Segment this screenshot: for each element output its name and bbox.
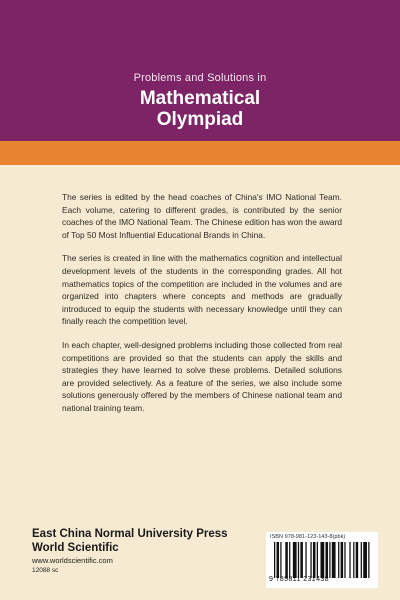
barcode-digits: 9 789811 231438: [269, 576, 329, 583]
book-title: [0, 88, 400, 130]
publisher-url: www.worldscientific.com: [32, 556, 113, 565]
barcode-bars: [274, 542, 372, 578]
publisher-block: [32, 527, 228, 576]
publisher-name-1: East China Normal University Press: [32, 528, 228, 540]
isbn-barcode: [266, 532, 378, 588]
isbn-label: ISBN 978-981-123-143-8(pbk): [270, 534, 346, 540]
publisher-name-2: World Scientific: [32, 542, 119, 554]
orange-stripe: [0, 141, 400, 165]
blurb: [62, 191, 342, 426]
blurb-paragraph-3: In each chapter, well-designed problems including those collected from real competitions are provided so that the students can apply the skills and strategies they have learned to solve these problems. Detailed solutions are provided selectively. As a feature of the series, we also include some solutions generously offered by the members of Chinese national team and national training team.: [62, 339, 342, 413]
title-line-2: Olympiad: [156, 109, 244, 130]
series-line: Problems and Solutions in: [133, 72, 267, 84]
blurb-paragraph-2: The series is created in line with the mathematics cognition and intellectual development levels of the students in the corresponding grades. All hot mathematics topics of the competition are included in the volumes and are organized into chapters where concepts and methods are gradually introduced to equip the students with necessary knowledge until they can finally reach the competition level.: [62, 253, 342, 327]
product-code: 12088 sc: [32, 567, 59, 574]
title-line-1: Mathematical: [139, 88, 261, 109]
blurb-paragraph-1: The series is edited by the head coaches of China's IMO National Team. Each volume, catering to different grades, is contributed by the senior coaches of the IMO National Team. The Chinese edition has won the award of Top 50 Most Influential Educational Brands in China.: [62, 192, 342, 240]
